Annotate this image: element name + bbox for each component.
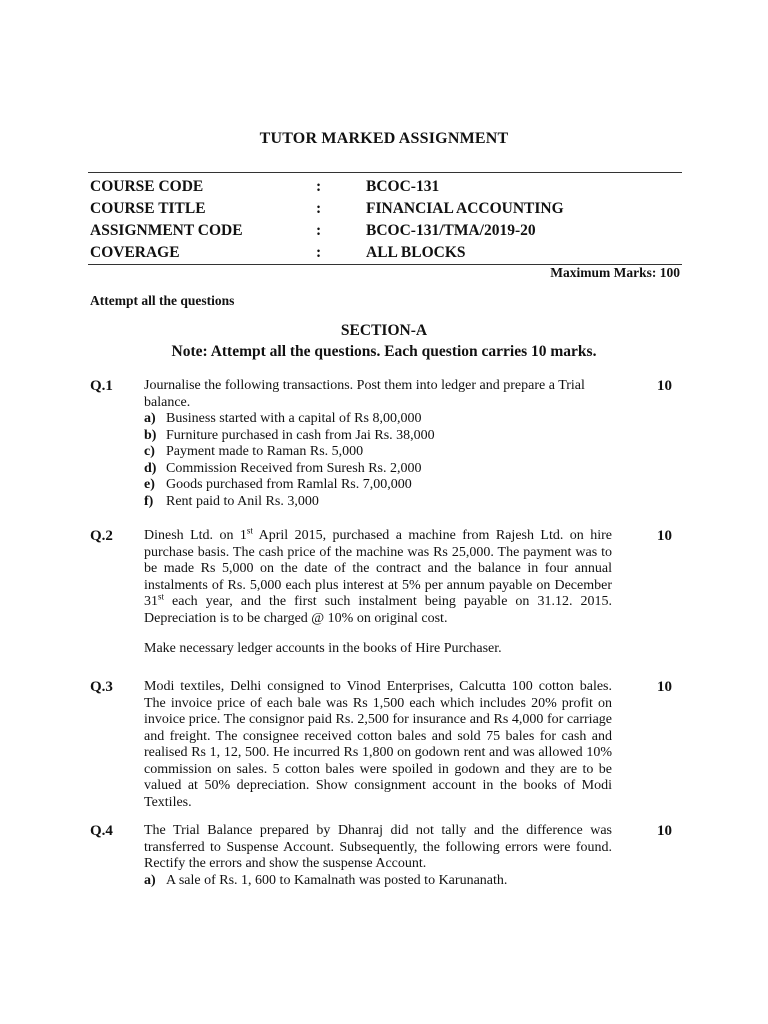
item-text: Rent paid to Anil Rs. 3,000 — [166, 493, 319, 509]
item-label: b) — [144, 427, 157, 443]
assignment-code-label: ASSIGNMENT CODE — [90, 222, 243, 239]
assignment-code-value: BCOC-131/TMA/2019-20 — [366, 222, 536, 239]
superscript: st — [158, 591, 165, 602]
course-code-colon: : — [316, 178, 322, 195]
question-text: Journalise the following transactions. Post them into ledger and prepare a Trial balance. — [144, 378, 585, 410]
item-label: c) — [144, 444, 155, 459]
item-label: d) — [144, 460, 157, 476]
error-list — [144, 873, 612, 890]
item-label: a) — [144, 411, 156, 426]
divider-top — [88, 172, 682, 173]
list-item — [144, 444, 612, 461]
list-item — [144, 461, 612, 478]
question-1 — [90, 378, 682, 510]
text-part: Dinesh Ltd. on 1 — [144, 528, 247, 543]
course-code-row — [90, 176, 682, 198]
question-marks: 10 — [657, 823, 672, 839]
question-2 — [90, 525, 682, 658]
question-number: Q.3 — [90, 679, 113, 695]
question-marks: 10 — [657, 528, 672, 544]
item-text: Goods purchased from Ramlal Rs. 7,00,000 — [166, 477, 412, 492]
list-item — [144, 428, 612, 445]
item-text: A sale of Rs. 1, 600 to Kamalnath was posted to Karunanath. — [166, 872, 508, 888]
course-code-label: COURSE CODE — [90, 178, 204, 195]
question-number: Q.1 — [90, 378, 113, 394]
course-details — [90, 176, 682, 264]
course-title-label: COURSE TITLE — [90, 200, 206, 217]
question-3 — [90, 679, 682, 811]
coverage-row — [90, 242, 682, 264]
question-body — [144, 525, 612, 658]
question-body — [144, 823, 612, 889]
list-item — [144, 411, 612, 428]
list-item — [144, 873, 612, 890]
item-text: Business started with a capital of Rs 8,00,000 — [166, 411, 422, 426]
coverage-colon: : — [316, 244, 322, 261]
assignment-code-colon: : — [316, 222, 322, 239]
question-body — [144, 378, 612, 510]
course-title-colon: : — [316, 200, 322, 217]
document-title: TUTOR MARKED ASSIGNMENT — [259, 130, 509, 147]
list-item — [144, 477, 612, 494]
item-text: Payment made to Raman Rs. 5,000 — [166, 444, 364, 459]
section-note: Note: Attempt all the questions. Each question carries 10 marks. — [171, 343, 597, 360]
course-title-row — [90, 198, 682, 220]
question-body — [144, 679, 612, 811]
question-text — [144, 525, 612, 627]
question-instruction: Make necessary ledger accounts in the books of Hire Purchaser. — [144, 641, 502, 656]
question-marks: 10 — [657, 378, 672, 394]
maximum-marks: Maximum Marks: 100 — [550, 265, 680, 280]
question-number: Q.4 — [90, 823, 113, 839]
course-title-value: FINANCIAL ACCOUNTING — [366, 200, 564, 217]
question-text: The Trial Balance prepared by Dhanraj did not tally and the difference was transferred to Suspense Account. Subsequently, the following errors were found. Rectify the errors and show the suspense Account. — [144, 823, 612, 871]
superscript: st — [246, 525, 253, 536]
item-label: f) — [144, 493, 154, 509]
coverage-value: ALL BLOCKS — [366, 244, 466, 261]
section-title: SECTION-A — [340, 322, 428, 339]
question-number: Q.2 — [90, 528, 113, 544]
item-label: a) — [144, 872, 156, 888]
question-text: Modi textiles, Delhi consigned to Vinod Enterprises, Calcutta 100 cotton bales. The invoice price of each bale was Rs 1,500 each which includes 20% profit on invoice price. The consignor paid Rs. 2,500 for insurance and Rs 4,000 for carriage and freight. The consignee received cotton bales and sold 75 bales for cash and realised Rs 1, 12, 500. He incurred Rs 1,800 on godown rent and was allowed 10% commission on sales. 5 cotton bales were spoiled in godown and they are to be valued at 50% depreciation. Show consignment account in the books of Modi Textiles. — [144, 679, 612, 810]
text-part: April 2015, purchased a machine from Rajesh Ltd. on hire purchase basis. The cash price of the machine was Rs 25,000. The payment was to be made Rs 5,000 on the date of the contract and the balance in four annual instalments of Rs. 5,000 each plus interest at 5% per annum payable on December 31 — [144, 528, 612, 609]
list-item — [144, 494, 612, 511]
text-part: each year, and the first such instalment being payable on 31.12. 2015. Depreciation is to be charged @ 10% on original cost. — [144, 594, 612, 626]
item-text: Commission Received from Suresh Rs. 2,000 — [166, 460, 422, 476]
assignment-code-row — [90, 220, 682, 242]
transaction-list — [144, 411, 612, 510]
attempt-instruction: Attempt all the questions — [90, 293, 235, 308]
coverage-label: COVERAGE — [90, 244, 180, 261]
question-4 — [90, 823, 682, 889]
item-text: Furniture purchased in cash from Jai Rs. 38,000 — [166, 427, 435, 443]
item-label: e) — [144, 477, 155, 492]
course-code-value: BCOC-131 — [366, 178, 440, 195]
question-marks: 10 — [657, 679, 672, 695]
